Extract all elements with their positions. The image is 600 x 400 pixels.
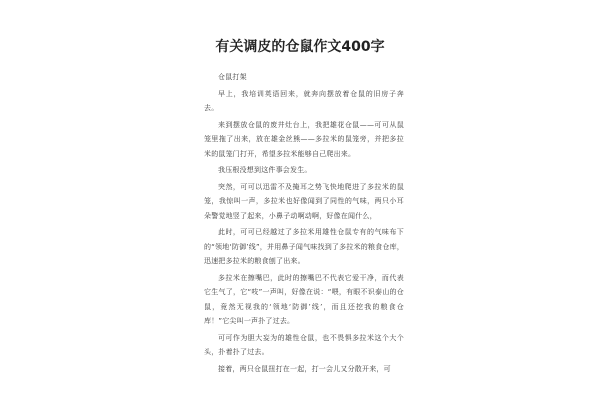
paragraph: 早上，我培训英语回来，就奔向摆放着仓鼠的旧房子奔去。 bbox=[204, 89, 404, 112]
paragraph: 多拉米在擦嘴巴，此时的擦嘴巴不代表它爱干净，而代表它生气了，它“吱”一声叫，好像在说：“喂，有眼不识泰山的仓鼠，竟然无视我的‘领地‘防御’线’，而且还挖我的粮食仓库！”它尖叫一声扑了过去。 bbox=[204, 273, 404, 325]
paragraph: 仓鼠打架 bbox=[218, 73, 247, 81]
document-title: 有关调皮的仓鼠作文400字 bbox=[215, 39, 385, 55]
paragraph: 此时，可可已经越过了多拉米用雄性仓鼠专有的气味布下的“领地‘防御’线”，并用鼻子闻气味找到了多拉米的粮食仓库，迅速把多拉米的粮食刨了出来。 bbox=[204, 228, 404, 265]
paragraph: 可可作为胆大妄为的雄性仓鼠，也不畏惧多拉米这个大个头，扑着扑了过去。 bbox=[204, 333, 404, 356]
document-body bbox=[204, 70, 404, 376]
paragraph: 我压根没想到这件事会发生。 bbox=[218, 166, 312, 174]
paragraph: 突然，可可以迅雷不及掩耳之势飞快地爬进了多拉米的鼠笼，我惊叫一声，多拉米也好像闻到了同性的气味，两只小耳朵警觉地竖了起来，小鼻子动啊动啊，好像在闻什么， bbox=[204, 182, 404, 220]
paragraph: 来到摆放仓鼠的废井灶台上，我把雄花仓鼠——可可从鼠笼里拖了出来，放在雄金丝熊——多拉米的鼠笼旁，并把多拉米的鼠笼门打开，希望多拉米能够自己爬出来。 bbox=[204, 120, 404, 158]
paragraph: 接着，两只仓鼠扭打在一起，打一会儿又分散开来，可 bbox=[218, 364, 391, 373]
